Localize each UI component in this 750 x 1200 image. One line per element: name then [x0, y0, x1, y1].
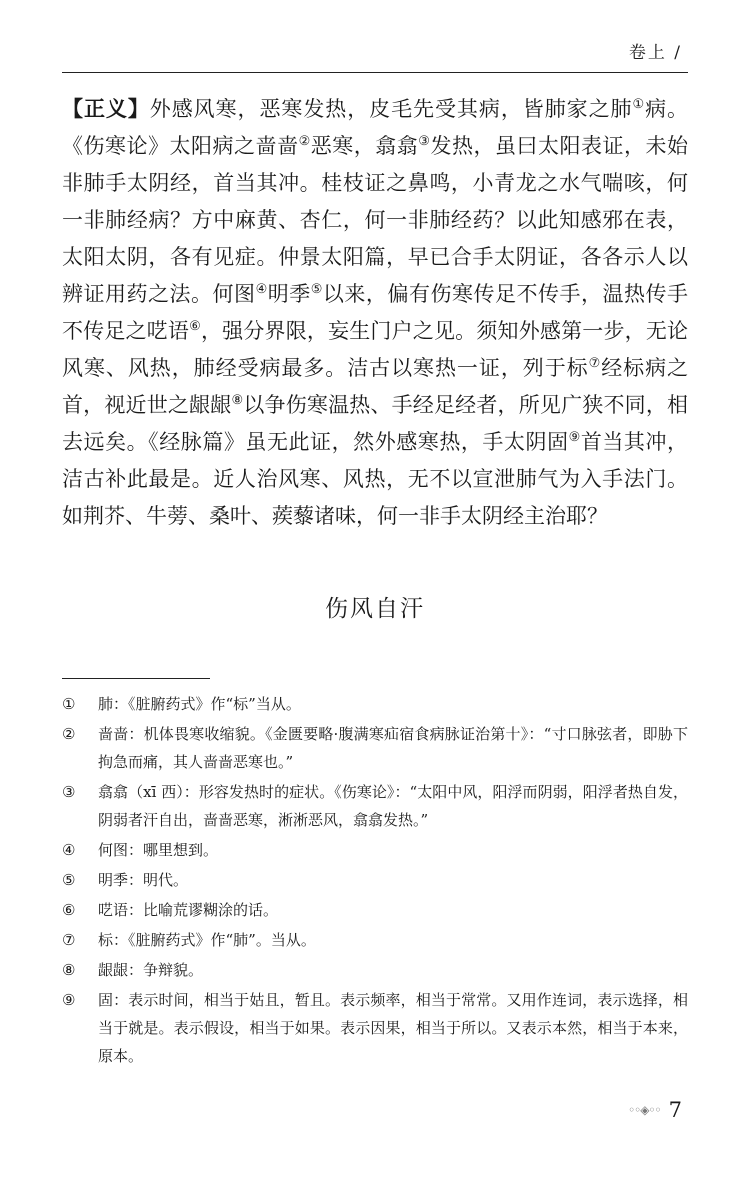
- footnote-ref: ④: [255, 282, 268, 297]
- footnote-text: 啬啬：机体畏寒收缩貌。《金匮要略·腹满寒疝宿食病脉证治第十》：“寸口脉弦者，即胁下拘急而痛，其人啬啬恶寒也。”: [98, 725, 688, 771]
- footnote-item: [62, 720, 688, 776]
- footnote-ref: ⑧: [231, 393, 244, 408]
- footnote-item: [62, 926, 688, 954]
- header-rule: [62, 72, 688, 73]
- footnote-ref: ⑨: [568, 430, 581, 445]
- paragraph-text: ，强分界限，妄生门户之见。须知外感第一步，无论风寒、风热，肺经受病最多。洁古以寒热一证，列于标: [62, 319, 689, 380]
- footnote-item: [62, 690, 688, 718]
- paragraph-text: 发热，虽曰太阳表证，未始非肺手太阴经，首当其冲。桂枝证之鼻鸣，小青龙之水气喘咳，何一非肺经病？方中麻黄、杏仁，何一非肺经药？以此知感邪在表，太阳太阴，各有见症。仲景太阳篇，早已合手太阴证，各各示人以辨证用药之法。何图: [62, 134, 689, 306]
- footnote-item: [62, 956, 688, 984]
- footnote-ref: ⑥: [189, 319, 201, 334]
- footnote-number: ③: [62, 783, 76, 801]
- ornament-icon: ◦◦◈◦◦: [628, 1103, 661, 1117]
- footnote-number: ④: [62, 841, 76, 859]
- paragraph-text: 以来，偏有伤寒传足不传手，温热传手不传足之呓语: [62, 282, 689, 343]
- paragraph-text: 以争伤寒温热、手经足经者，所见广狭不同，相去远矣。《经脉篇》虽无此证，然外感寒热，手太阴固: [62, 393, 689, 454]
- footnote-text: 翕翕（xī 西）：形容发热时的症状。《伤寒论》：“太阳中风，阳浮而阴弱，阳浮者热自发，阴弱者汗自出，啬啬恶寒，淅淅恶风，翕翕发热。”: [98, 783, 688, 829]
- page-number: 7: [668, 1098, 682, 1122]
- footnote-text: 明季：明代。: [98, 871, 189, 889]
- footnote-ref: ②: [298, 134, 311, 149]
- footnote-item: [62, 896, 688, 924]
- footnote-ref: ⑦: [588, 356, 602, 371]
- footnote-number: ①: [62, 695, 76, 713]
- footnote-number: ⑤: [62, 871, 76, 889]
- paragraph-text: 外感风寒，恶寒发热，皮毛先受其病，皆肺家之肺: [149, 97, 633, 121]
- footnote-text: 固：表示时间，相当于姑且，暂且。表示频率，相当于常常。又用作连词，表示选择，相当于就是。表示假设，相当于如果。表示因果，相当于所以。又表示本然，相当于本来，原本。: [98, 991, 688, 1065]
- footnote-number: ②: [62, 725, 76, 743]
- footnote-text: 龈龈：争辩貌。: [98, 961, 204, 979]
- footnote-number: ⑥: [62, 901, 76, 919]
- section-title: 伤风自汗: [325, 596, 425, 622]
- footnote-number: ⑨: [62, 991, 76, 1009]
- footnote-number: ⑧: [62, 961, 76, 979]
- section-label: 【正义】: [62, 96, 150, 121]
- paragraph-text: 病。《伤寒论》太阳病之啬啬: [62, 97, 689, 158]
- footnote-text: 肺：《脏腑药式》作“标”当从。: [98, 695, 301, 713]
- paragraph-text: 经标病之首，视近世之龈龈: [62, 356, 689, 417]
- footnote-rule: [62, 678, 210, 679]
- footnote-item: [62, 986, 688, 1070]
- footnote-list: [62, 690, 688, 1072]
- footnote-item: [62, 778, 688, 834]
- footnote-item: [62, 836, 688, 864]
- paragraph-text: 明季: [267, 282, 311, 306]
- paragraph-body: [62, 97, 688, 528]
- paragraph-text: 首当其冲，洁古补此最是。近人治风寒、风热，无不以宣泄肺气为入手法门。如荆芥、牛蒡、桑叶、蒺藜诸味，何一非手太阴经主治耶？: [62, 430, 689, 528]
- footnote-item: [62, 866, 688, 894]
- footnote-ref: ⑤: [310, 282, 323, 297]
- paragraph-text: 恶寒，翕翕: [310, 134, 419, 158]
- page-footer: [628, 1098, 682, 1122]
- footnote-text: 呓语：比喻荒谬糊涂的话。: [98, 901, 279, 919]
- footnote-text: 何图：哪里想到。: [98, 841, 219, 859]
- footnote-ref: ③: [418, 134, 431, 149]
- main-paragraph: [62, 90, 688, 535]
- footnote-ref: ①: [632, 97, 646, 112]
- footnote-text: 标：《脏腑药式》作“肺”。当从。: [98, 931, 316, 949]
- footnote-number: ⑦: [62, 931, 76, 949]
- running-head: 卷上 /: [628, 43, 682, 63]
